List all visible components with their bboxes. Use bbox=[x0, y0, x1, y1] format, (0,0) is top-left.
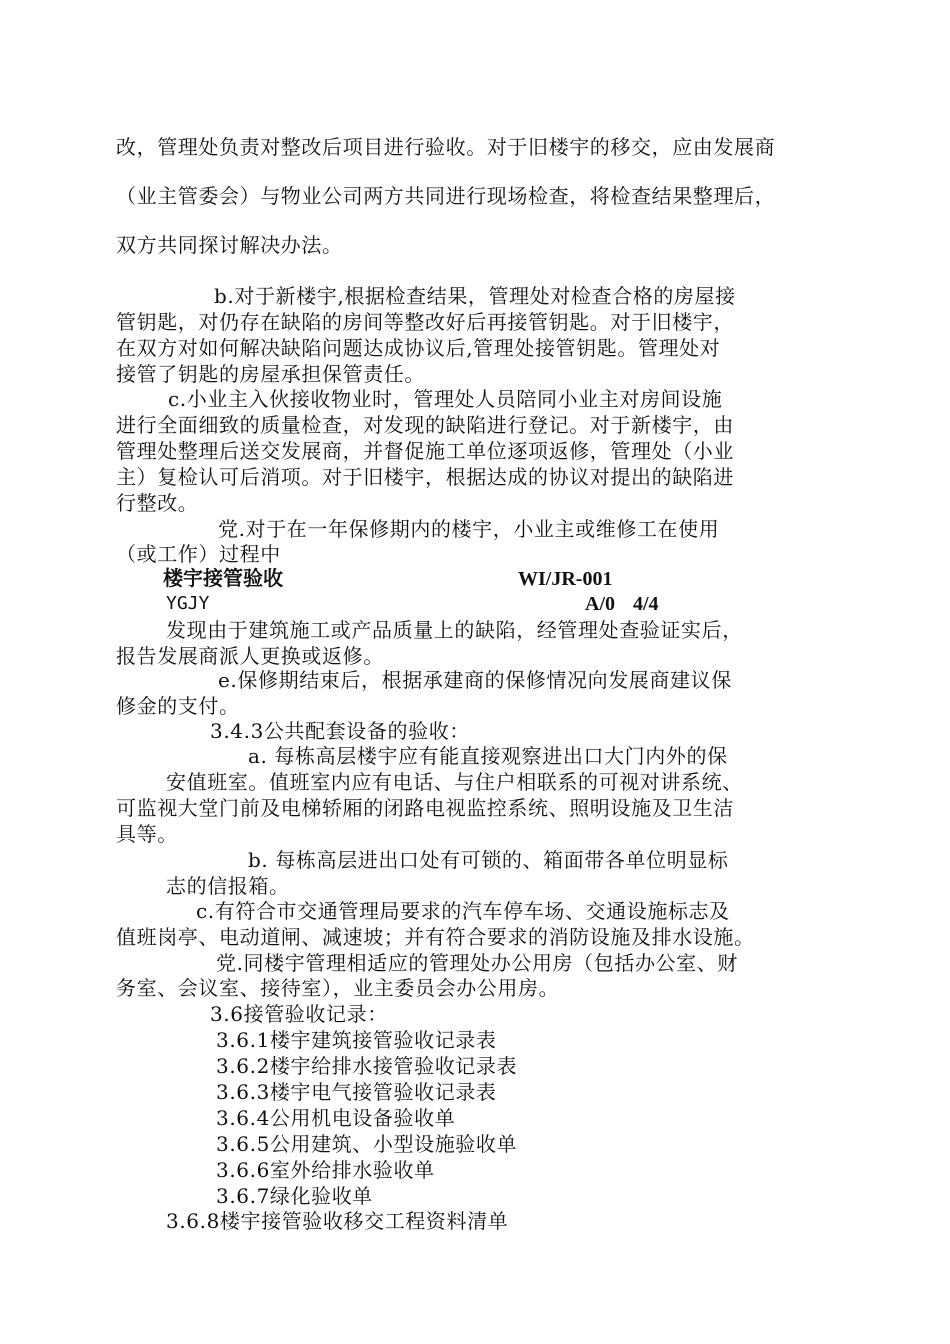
record-list-item: 3.6.6室外给排水验收单 bbox=[216, 1158, 435, 1182]
item-e-line-2: 修金的支付。 bbox=[116, 694, 240, 718]
section-343-a-line-2: 安值班室。值班室内应有电话、与住户相联系的可视对讲系统、 bbox=[166, 770, 743, 794]
page-number: 4/4 bbox=[633, 593, 659, 615]
item-c-line-4: 主）复检认可后消项。对于旧楼宇，根据达成的协议对提出的缺陷进 bbox=[116, 465, 734, 489]
item-b-line-1: b.对于新楼宇,根据检查结果，管理处对检查合格的房屋接 bbox=[214, 284, 736, 308]
record-list-item: 3.6.1楼宇建筑接管验收记录表 bbox=[216, 1028, 497, 1052]
section-343-c-line-1: c.有符合市交通管理局要求的汽车停车场、交通设施标志及 bbox=[196, 899, 730, 923]
section-343-d-line-1: 党.同楼宇管理相适应的管理处办公用房（包括办公室、财 bbox=[216, 951, 738, 975]
record-list-item: 3.6.5公用建筑、小型设施验收单 bbox=[216, 1132, 518, 1156]
company-code: YGJY bbox=[166, 593, 210, 614]
section-36-title: 3.6接管验收记录： bbox=[210, 1002, 388, 1026]
item-c-line-1: c.小业主入伙接收物业时，管理处人员陪同小业主对房间设施 bbox=[168, 387, 723, 411]
item-c-line-5: 行整改。 bbox=[116, 491, 199, 515]
item-b-line-2: 管钥匙，对仍存在缺陷的房间等整改好后再接管钥匙。对于旧楼宇， bbox=[116, 310, 734, 334]
section-343-b-line-2: 志的信报箱。 bbox=[166, 874, 290, 898]
record-list-item: 3.6.4公用机电设备验收单 bbox=[216, 1106, 456, 1130]
section-343-b-line-1: b. 每栋高层进出口处有可锁的、箱面带各单位明显标 bbox=[248, 848, 729, 872]
record-list-item: 3.6.3楼宇电气接管验收记录表 bbox=[216, 1080, 497, 1104]
item-b-line-4: 接管了钥匙的房屋承担保管责任。 bbox=[116, 362, 425, 386]
section-343-a-line-4: 具等。 bbox=[116, 822, 178, 846]
version-label: A/0 bbox=[585, 593, 615, 615]
intro-line-2: （业主管委会）与物业公司两方共同进行现场检查，将检查结果整理后， bbox=[116, 184, 776, 208]
section-343-a-line-3: 可监视大堂门前及电梯轿厢的闭路电视监控系统、照明设施及卫生洁 bbox=[116, 796, 734, 820]
item-d-cont-line-2: 报告发展商派人更换或返修。 bbox=[116, 644, 384, 668]
item-d-line-1: 党.对于在一年保修期内的楼宇，小业主或维修工在使用 bbox=[218, 517, 720, 541]
item-c-line-2: 进行全面细致的质量检查，对发现的缺陷进行登记。对于新楼宇，由 bbox=[116, 413, 734, 437]
section-343-d-line-2: 务室、会议室、接待室），业主委员会办公用房。 bbox=[116, 976, 560, 1000]
item-b-line-3: 在双方对如何解决缺陷问题达成协议后,管理处接管钥匙。管理处对 bbox=[116, 336, 721, 360]
section-343-c-line-2: 值班岗亭、电动道闸、减速坡；并有符合要求的消防设施及排水设施。 bbox=[116, 925, 755, 949]
item-d-cont-line-1: 发现由于建筑施工或产品质量上的缺陷，经管理处查验证实后， bbox=[166, 618, 743, 642]
doc-title: 楼宇接管验收 bbox=[163, 568, 283, 590]
item-e-line-1: e.保修期结束后，根据承建商的保修情况向发展商建议保 bbox=[218, 668, 732, 692]
item-d-line-2: （或工作）过程中 bbox=[116, 542, 281, 566]
record-list-item: 3.6.8楼宇接管验收移交工程资料清单 bbox=[166, 1209, 509, 1233]
item-c-line-3: 管理处整理后送交发展商，并督促施工单位逐项返修，管理处（小业 bbox=[116, 439, 734, 463]
record-list-item: 3.6.2楼宇给排水接管验收记录表 bbox=[216, 1054, 518, 1078]
intro-line-3: 双方共同探讨解决办法。 bbox=[116, 233, 343, 257]
doc-code: WI/JR-001 bbox=[518, 568, 613, 590]
record-list-item: 3.6.7绿化验收单 bbox=[216, 1184, 373, 1208]
section-343-title: 3.4.3公共配套设备的验收： bbox=[210, 719, 470, 743]
section-343-a-line-1: a. 每栋高层楼宇应有能直接观察进出口大门内外的保 bbox=[248, 744, 728, 768]
intro-line-1: 改，管理处负责对整改后项目进行验收。对于旧楼宇的移交，应由发展商 bbox=[116, 135, 776, 159]
